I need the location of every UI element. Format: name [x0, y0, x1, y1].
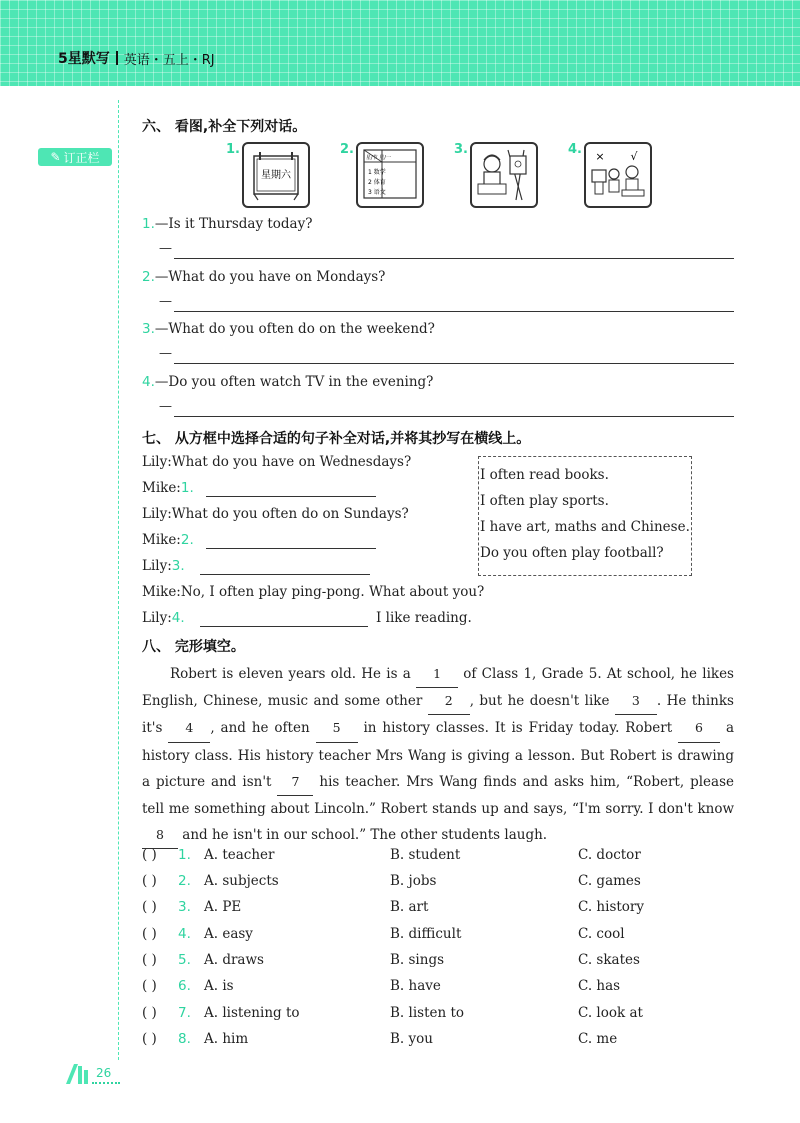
page-number-underline — [92, 1082, 120, 1084]
cloze-blank-2[interactable]: 2 — [428, 688, 470, 715]
picture-4-number: 4. — [568, 142, 582, 157]
question-text: —Do you often watch TV in the evening? — [154, 374, 434, 390]
calendar-sign-icon — [244, 144, 308, 206]
dialogue-text: No, I often play ping-pong. What about you? — [180, 584, 485, 600]
question-number: 1. — [142, 216, 155, 232]
cloze-blank-7[interactable]: 7 — [277, 769, 313, 796]
page-number: 26 — [96, 1066, 112, 1080]
dialogue-blank-2[interactable] — [206, 548, 376, 549]
margin-divider — [118, 100, 119, 1060]
option-a: A. PE — [204, 899, 242, 915]
speaker: Mike: — [142, 532, 181, 548]
dialogue-text: What do you have on Wednesdays? — [171, 454, 412, 470]
option-3: I have art, maths and Chinese. — [480, 519, 690, 535]
speaker: Lily: — [142, 506, 172, 522]
cloze-blank-8[interactable]: 8 — [142, 822, 178, 849]
choice-number: 2. — [178, 873, 191, 889]
option-a: A. teacher — [204, 847, 275, 863]
answer-paren[interactable]: ( ) — [142, 1005, 157, 1021]
option-c: C. history — [578, 899, 645, 915]
question-text: —What do you often do on the weekend? — [154, 321, 435, 337]
question-number: 4. — [142, 374, 155, 390]
option-b: B. student — [390, 847, 461, 863]
section-8-title: 八、 完形填空。 — [142, 639, 245, 655]
question-text: —Is it Thursday today? — [154, 216, 313, 232]
picture-2 — [356, 142, 424, 208]
passage-text: in history classes. It is Friday today. Robert — [357, 720, 679, 737]
timetable-row: 2 体育 — [368, 179, 386, 186]
dialogue-blank-1[interactable] — [206, 496, 376, 497]
option-a: A. draws — [204, 952, 264, 968]
option-2: I often play sports. — [480, 493, 609, 509]
option-c: C. look at — [578, 1005, 643, 1021]
dialogue-line — [142, 558, 185, 574]
calendar-sign-text: 星期六 — [261, 170, 291, 181]
tv-not-watched-icon — [586, 144, 650, 206]
dialogue-line — [142, 584, 484, 600]
dialogue-blank-4[interactable] — [200, 626, 368, 627]
speaker: Lily: — [142, 610, 172, 626]
question-3 — [142, 321, 435, 337]
picture-3 — [470, 142, 538, 208]
answer-paren[interactable]: ( ) — [142, 926, 157, 942]
question-1 — [142, 216, 312, 232]
cross-mark: × — [595, 150, 605, 163]
section-6-title: 六、 看图,补全下列对话。 — [142, 119, 307, 135]
picture-4 — [584, 142, 652, 208]
speaker: Mike: — [142, 584, 181, 600]
blank-number: 4. — [171, 610, 185, 626]
option-b: B. difficult — [390, 926, 462, 942]
book-tag — [58, 48, 215, 68]
answer-line-2[interactable] — [174, 311, 734, 312]
passage-text: Robert is eleven years old. He is a — [170, 666, 417, 682]
option-b: B. art — [390, 899, 429, 915]
picture-3-number: 3. — [454, 142, 468, 157]
option-4: Do you often play football? — [480, 545, 664, 561]
option-b: B. jobs — [390, 873, 437, 889]
question-number: 2. — [142, 269, 155, 285]
picture-1-number: 1. — [226, 142, 240, 157]
dialogue-line — [142, 480, 194, 496]
option-1: I often read books. — [480, 467, 609, 483]
question-text: —What do you have on Mondays? — [154, 269, 386, 285]
option-c: C. me — [578, 1031, 618, 1047]
dialogue-line — [142, 610, 185, 626]
dialogue-line — [142, 506, 409, 522]
brand-label: 5星默写 — [58, 51, 110, 67]
picture-1 — [242, 142, 310, 208]
answer-dash: — — [159, 294, 172, 309]
option-a: A. is — [204, 978, 234, 994]
option-c: C. has — [578, 978, 621, 994]
passage-text: . He thinks it's — [142, 693, 734, 737]
blank-number: 3. — [171, 558, 185, 574]
passage-text: , and he often — [210, 720, 316, 737]
cloze-blank-6[interactable]: 6 — [678, 715, 720, 742]
cloze-blank-1[interactable]: 1 — [416, 661, 458, 688]
cloze-passage — [142, 661, 734, 849]
passage-text: of Class 1, Grade 5. At school, he likes English, Chinese, music and some other — [142, 666, 734, 710]
choice-number: 5. — [178, 952, 191, 968]
timetable-header: 星/节 星/一 — [366, 155, 391, 161]
answer-dash: — — [159, 241, 172, 256]
dialogue-line — [142, 454, 411, 470]
cloze-blank-3[interactable]: 3 — [615, 688, 657, 715]
choice-number: 8. — [178, 1031, 191, 1047]
answer-line-3[interactable] — [174, 363, 734, 364]
cloze-blank-5[interactable]: 5 — [316, 715, 358, 742]
option-c: C. skates — [578, 952, 640, 968]
answer-line-4[interactable] — [174, 416, 734, 417]
question-2 — [142, 269, 385, 285]
option-a: A. easy — [204, 926, 253, 942]
blank-number: 1. — [180, 480, 194, 496]
cloze-blank-4[interactable]: 4 — [168, 715, 210, 742]
option-c: C. games — [578, 873, 641, 889]
choice-number: 3. — [178, 899, 191, 915]
question-number: 3. — [142, 321, 155, 337]
speaker: Mike: — [142, 480, 181, 496]
choice-number: 1. — [178, 847, 191, 863]
option-c: C. cool — [578, 926, 625, 942]
timetable-icon — [358, 144, 422, 206]
question-4 — [142, 374, 433, 390]
speaker: Lily: — [142, 558, 172, 574]
page-header — [0, 0, 800, 86]
dialogue-text: What do you often do on Sundays? — [171, 506, 409, 522]
answer-dash: — — [159, 399, 172, 414]
dialogue-line — [142, 532, 194, 548]
option-b: B. listen to — [390, 1005, 465, 1021]
timetable-row: 3 语文 — [368, 189, 386, 196]
answer-paren[interactable]: ( ) — [142, 1031, 157, 1047]
answer-paren[interactable]: ( ) — [142, 952, 157, 968]
option-b: B. sings — [390, 952, 445, 968]
picture-2-number: 2. — [340, 142, 354, 157]
book-subtitle: 英语・五上・RJ — [123, 52, 215, 68]
book-stack-icon — [64, 1062, 92, 1088]
passage-text: , but he doesn't like — [469, 693, 615, 710]
correction-column-label: 订正栏 — [63, 150, 100, 165]
girl-painting-icon — [472, 144, 536, 206]
section-7-title: 七、 从方框中选择合适的句子补全对话,并将其抄写在横线上。 — [142, 431, 531, 447]
option-c: C. doctor — [578, 847, 641, 863]
option-a: A. subjects — [204, 873, 279, 889]
check-mark: √ — [630, 150, 638, 163]
passage-text: and he isn't in our school.” The other students laugh. — [178, 827, 548, 844]
timetable-row: 1 数学 — [368, 169, 386, 176]
answer-line-1[interactable] — [174, 258, 734, 259]
answer-paren[interactable]: ( ) — [142, 873, 157, 889]
answer-paren[interactable]: ( ) — [142, 978, 157, 994]
dialogue-blank-3[interactable] — [200, 574, 370, 575]
speaker: Lily: — [142, 454, 172, 470]
option-b: B. have — [390, 978, 441, 994]
blank-number: 2. — [180, 532, 194, 548]
choice-number: 7. — [178, 1005, 191, 1021]
passage-text: a history class. His history teacher Mrs Wang is giving a lesson. But Robert is drawing a picture and isn't — [142, 720, 734, 790]
answer-dash: — — [159, 346, 172, 361]
pencil-icon: ✎ — [50, 150, 61, 164]
option-a: A. him — [204, 1031, 249, 1047]
option-a: A. listening to — [204, 1005, 300, 1021]
divider — [116, 51, 118, 65]
answer-paren[interactable]: ( ) — [142, 847, 157, 863]
answer-paren[interactable]: ( ) — [142, 899, 157, 915]
choice-number: 4. — [178, 926, 191, 942]
choice-number: 6. — [178, 978, 191, 994]
passage-text: his teacher. Mrs Wang finds and asks him, “Robert, please tell me something about Lincoln.” Robert stands up and says, “I'm sorry. I don't know — [142, 773, 734, 818]
option-b: B. you — [390, 1031, 433, 1047]
dialogue-text: I like reading. — [376, 610, 472, 626]
correction-column-tab — [38, 148, 112, 166]
